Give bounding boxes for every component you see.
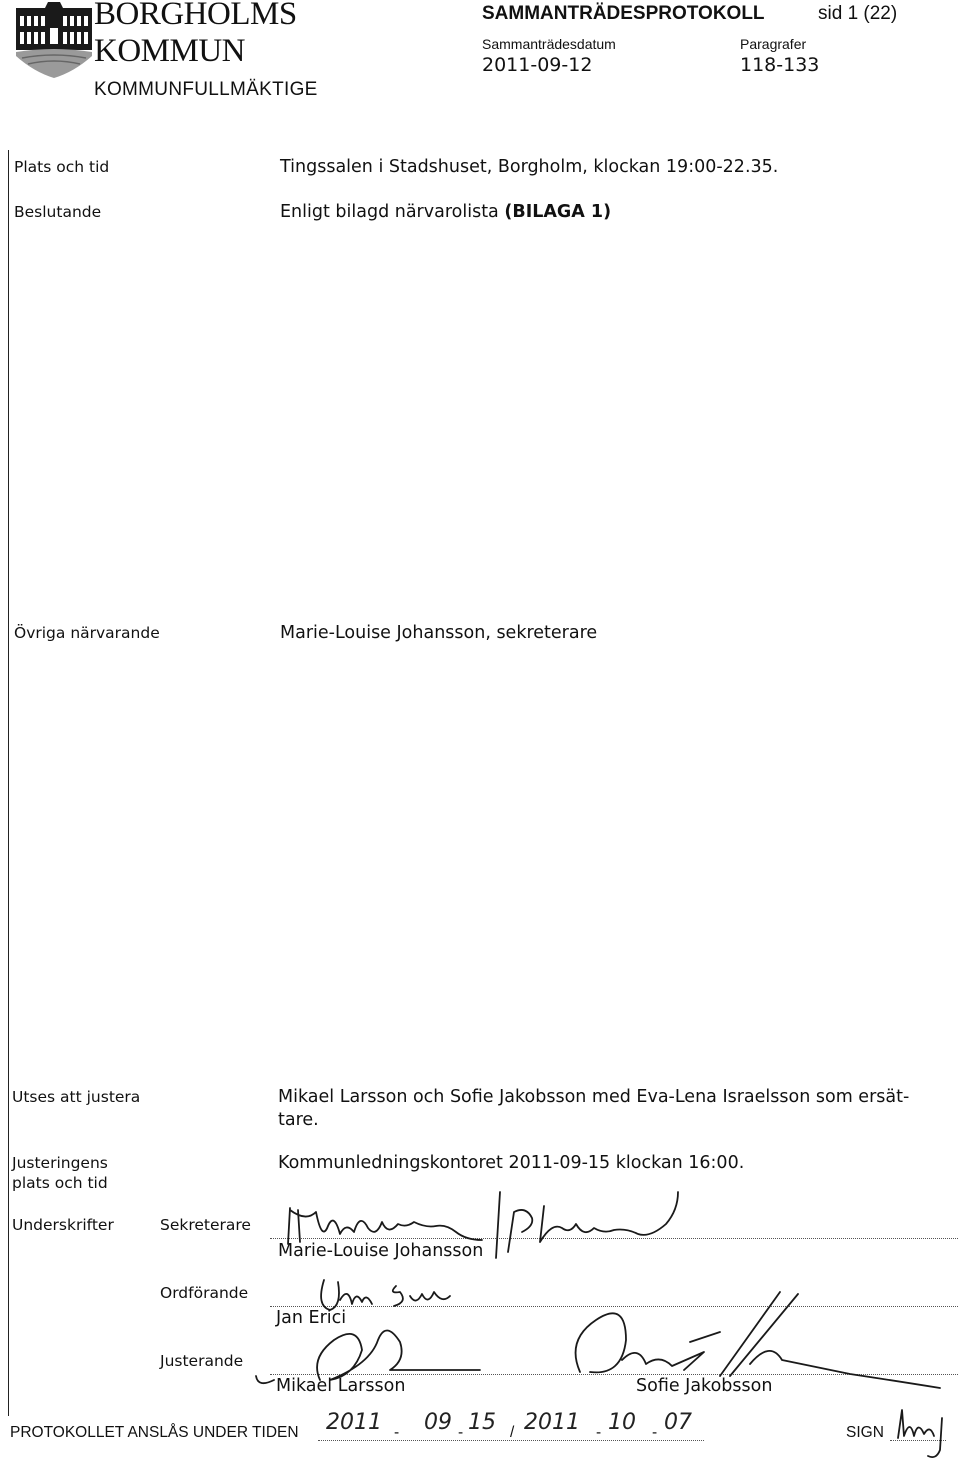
document-title: SAMMANTRÄDESPROTOKOLL [482, 3, 765, 24]
municipality-crest-logo [14, 2, 94, 80]
meeting-date-value: 2011-09-12 [482, 54, 593, 76]
posted-to-year: 2011 [524, 1410, 580, 1435]
others-present-value: Marie-Louise Johansson, sekreterare [280, 623, 598, 643]
attachment-reference: (BILAGA 1) [504, 202, 612, 222]
initials-handwritten-signature [890, 1398, 954, 1464]
date-dash-1: - [394, 1424, 400, 1441]
place-label: Plats och tid [14, 158, 110, 176]
date-dash-3: - [596, 1424, 602, 1441]
department-name: KOMMUNFULLMÄKTIGE [94, 79, 318, 100]
adjustment-place-label-line1: Justeringens [12, 1154, 108, 1172]
posted-from-month: 09 [424, 1410, 452, 1435]
date-dash-4: - [652, 1424, 658, 1441]
posted-from-day: 15 [468, 1410, 496, 1435]
paragraphs-label: Paragrafer [740, 36, 807, 52]
secretary-name: Marie-Louise Johansson [278, 1241, 484, 1261]
others-present-label: Övriga närvarande [14, 624, 160, 642]
place-value: Tingssalen i Stadshuset, Borgholm, klockan 19:00-22.35. [280, 157, 779, 177]
date-dash-2: - [458, 1424, 464, 1441]
adjusters-label: Utses att justera [12, 1088, 141, 1106]
page-number: sid 1 (22) [818, 3, 898, 24]
adjusters-value-line1: Mikael Larsson och Sofie Jakobsson med Eva-Lena Israelsson som ersät- [278, 1087, 910, 1107]
chair-label: Ordförande [160, 1284, 249, 1302]
deciders-label: Beslutande [14, 203, 102, 221]
secretary-label: Sekreterare [160, 1216, 251, 1234]
deciders-value [280, 202, 611, 222]
deciders-value-text: Enligt bilagd närvarolista [280, 202, 499, 222]
posting-period-label: PROTOKOLLET ANSLÅS UNDER TIDEN [10, 1424, 299, 1441]
chair-name: Jan Erici [276, 1308, 347, 1328]
posted-to-day: 07 [664, 1410, 692, 1435]
left-margin-rule [8, 150, 9, 1416]
adjuster1-name: Mikael Larsson [276, 1376, 406, 1396]
meeting-date-label: Sammanträdesdatum [482, 36, 616, 52]
sign-label: SIGN [846, 1424, 884, 1441]
posted-to-month: 10 [608, 1410, 636, 1435]
org-name-line1: BORGHOLMS [94, 0, 297, 32]
signatures-label: Underskrifter [12, 1216, 114, 1234]
adjuster-label: Justerande [160, 1352, 244, 1370]
adjustment-place-label-line2: plats och tid [12, 1174, 108, 1192]
posted-from-year: 2011 [326, 1410, 382, 1435]
paragraphs-value: 118-133 [740, 54, 820, 76]
adjusters-value-line2: tare. [278, 1110, 319, 1130]
adjuster2-name: Sofie Jakobsson [636, 1376, 773, 1396]
posting-period-separator: / [510, 1424, 515, 1441]
org-name-line2: KOMMUN [94, 33, 246, 69]
adjustment-place-value: Kommunledningskontoret 2011-09-15 klockan 16:00. [278, 1153, 745, 1173]
